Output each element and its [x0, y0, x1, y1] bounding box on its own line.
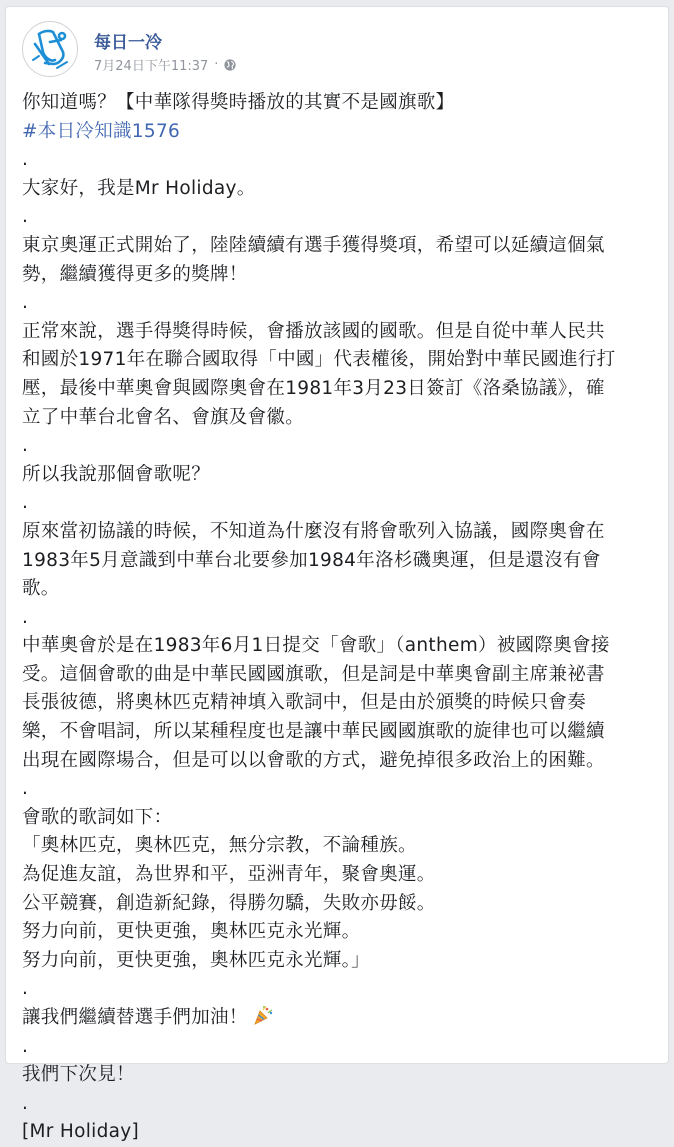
dot-separator: .	[22, 1035, 29, 1057]
dot-separator: .	[22, 606, 29, 628]
paragraph-line: 樂，不會唱詞，所以某種程度也是讓中華民國國旗歌的旋律也可以繼續	[22, 721, 605, 743]
globe-icon[interactable]	[224, 59, 236, 71]
paragraph-line: 中華奧會於是在1983年6月1日提交「會歌」（anthem）被國際奧會接	[22, 635, 610, 657]
hashtag-link[interactable]: #本日冷知識1576	[22, 120, 181, 142]
dot-separator: .	[22, 778, 29, 800]
dot-separator: .	[22, 149, 29, 171]
paragraph-line: 受。這個會歌的曲是中華民國國旗歌，但是詞是中華奧會副主席兼祕書	[22, 663, 605, 685]
question-text: 所以我說那個會歌呢？	[22, 463, 211, 485]
post-title: 你知道嗎？【中華隊得獎時播放的其實不是國旗歌】	[22, 92, 455, 113]
post-timestamp[interactable]: 7月24日下午11:37	[94, 59, 209, 74]
paragraph-line: 歌。	[22, 578, 60, 600]
post-header	[22, 21, 642, 73]
paragraph-line: 勢，繼續獲得更多的獎牌！	[22, 263, 248, 285]
paragraph-line: 原來當初協議的時候，不知道為什麼沒有將會歌列入協議，國際奧會在	[22, 520, 605, 542]
lyrics-intro: 會歌的歌詞如下：	[22, 806, 173, 828]
meta-separator: ·	[214, 57, 219, 72]
paragraph-line: 長張彼德，將奧林匹克精神填入歌詞中，但是由於頒獎的時候只會奏	[22, 692, 587, 714]
cheer-line	[22, 1004, 658, 1033]
dot-separator: .	[22, 492, 29, 514]
lyrics-line: 「奧林匹克，奧林匹克，無分宗教，不論種族。	[22, 835, 417, 857]
post-card	[5, 6, 669, 1143]
post-body	[22, 89, 658, 1147]
cheer-text: 讓我們繼續替選手們加油！	[22, 1007, 248, 1028]
paragraph-line: 和國於1971年在聯合國取得「中國」代表權後，開始對中華民國進行打	[22, 349, 616, 371]
greeting-text: 大家好，我是Mr Holiday。	[22, 177, 256, 199]
dot-separator: .	[22, 292, 29, 314]
lyrics-line: 努力向前，更快更強，奧林匹克永光輝。	[22, 921, 361, 943]
paragraph-line: 正常來說，選手得獎得時候，會播放該國的國歌。但是自從中華人民共	[22, 320, 605, 342]
dot-separator: .	[22, 1092, 29, 1114]
lyrics-line: 公平競賽，創造新紀錄，得勝勿驕，失敗亦毋餒。	[22, 892, 436, 914]
paragraph-line: 東京奧運正式開始了，陸陸續續有選手獲得獎項，希望可以延續這個氣	[22, 234, 605, 256]
dot-separator: .	[22, 978, 29, 1000]
paragraph-line: 出現在國際場合，但是可以以會歌的方式，避免掉很多政治上的困難。	[22, 749, 605, 771]
paragraph-line: 1983年5月意識到中華台北要參加1984年洛杉磯奧運，但是還沒有會	[22, 549, 601, 571]
lyrics-line: 為促進友誼，為世界和平，亞洲青年，聚會奧運。	[22, 864, 436, 886]
signature-text: [Mr Holiday]	[22, 1121, 140, 1143]
farewell-text: 我們下次見！	[22, 1064, 135, 1086]
dot-separator: .	[22, 206, 29, 228]
page-name[interactable]: 每日一冷	[94, 33, 162, 53]
paragraph-line: 立了中華台北會名、會旗及會徽。	[22, 406, 305, 428]
paragraph-line: 壓，最後中華奧會與國際奧會在1981年3月23日簽訂《洛桑協議》，確	[22, 377, 605, 399]
post-meta	[94, 55, 236, 74]
party-popper-icon	[252, 1004, 274, 1026]
page-avatar[interactable]	[22, 21, 78, 77]
page-logo-icon	[23, 22, 77, 76]
dot-separator: .	[22, 435, 29, 457]
lyrics-line: 努力向前，更快更強，奧林匹克永光輝。」	[22, 949, 370, 971]
